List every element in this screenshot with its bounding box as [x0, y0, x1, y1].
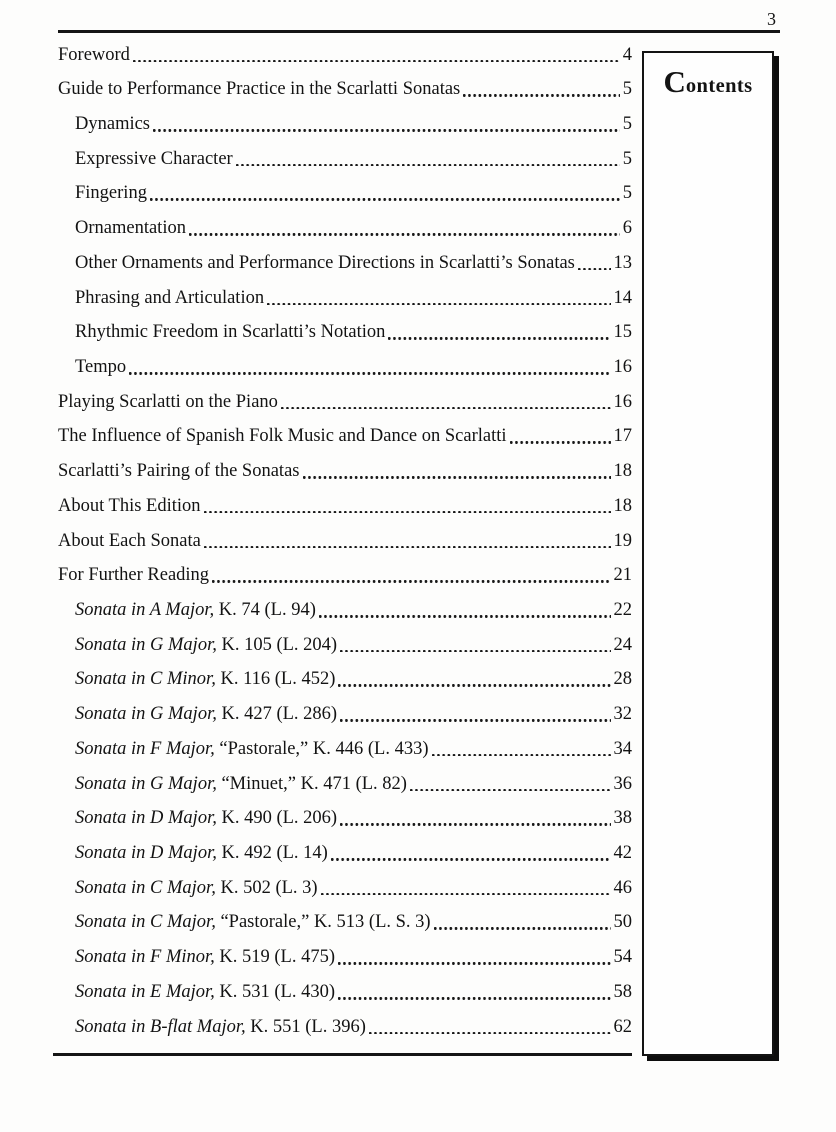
toc-page-number: 38 [613, 808, 632, 829]
toc-entry-title-roman: Scarlatti’s Pairing of the Sonatas [58, 461, 300, 482]
toc-page-number: 22 [613, 600, 632, 620]
toc-page-number: 14 [613, 287, 632, 308]
toc-entry-title-roman: K. 519 (L. 475) [214, 947, 336, 968]
contents-title-rest: ontents [685, 75, 753, 97]
toc-entry [58, 1017, 632, 1052]
toc-leader-dots [340, 823, 610, 826]
toc-entry-title-roman: K. 116 (L. 452) [215, 669, 336, 690]
toc-entry-title-roman: K. 490 (L. 206) [216, 808, 338, 829]
toc-entry-title-roman: K. 551 (L. 396) [245, 1016, 366, 1037]
top-rule [58, 30, 780, 33]
toc-page-number: 36 [613, 773, 632, 794]
toc-page-number: 21 [613, 565, 632, 586]
toc-leader-dots [267, 303, 610, 306]
toc-entry-title [58, 565, 209, 586]
toc-entry [58, 149, 632, 184]
toc-entry-title [75, 288, 264, 309]
toc-entry [58, 843, 632, 878]
toc-page-number: 54 [613, 947, 632, 968]
toc-leader-dots [388, 337, 610, 340]
toc-leader-dots [578, 268, 611, 271]
page-number: 3 [767, 9, 776, 29]
toc-page-number: 34 [613, 738, 632, 759]
toc-leader-dots [338, 962, 610, 965]
toc-entry-title-roman: Playing Scarlatti on the Piano [58, 391, 278, 412]
toc-entry-title-italic: Sonata in C Minor, [75, 669, 216, 690]
toc-page-number: 19 [613, 530, 632, 551]
toc-leader-dots [340, 719, 610, 722]
toc-entry [58, 461, 632, 496]
toc-entry-title [75, 635, 337, 656]
toc-entry-title-roman: Phrasing and Articulation [75, 287, 265, 308]
toc-leader-dots [338, 997, 610, 1000]
toc-entry-title-roman: “Pastorale,” K. 513 (L. S. 3) [215, 912, 431, 933]
toc-page-number: 28 [613, 669, 632, 690]
toc-leader-dots [189, 233, 620, 236]
toc-entry-title-roman: About Each Sonata [58, 530, 201, 551]
toc-leader-dots [510, 441, 611, 444]
toc-page-number: 16 [613, 356, 632, 377]
toc-page-number: 13 [613, 252, 632, 273]
toc-page-number: 6 [622, 218, 632, 239]
toc-entry [58, 322, 632, 357]
toc-page-number: 18 [613, 461, 632, 482]
toc-entry-title-roman: Tempo [75, 356, 127, 377]
toc-page-number: 5 [622, 183, 632, 204]
toc-leader-dots [212, 580, 610, 583]
toc-entry-title [75, 114, 150, 135]
toc-entry-title-italic: Sonata in A Major, [75, 600, 215, 620]
toc-entry [58, 45, 632, 80]
toc-page-number: 42 [613, 843, 632, 864]
toc-entry-title-italic: Sonata in C Major, [75, 912, 216, 933]
toc-entry-title [75, 704, 337, 725]
toc-entry-title-italic: Sonata in C Major, [75, 877, 216, 898]
toc-entry [58, 808, 632, 843]
toc-page-number: 5 [622, 148, 632, 169]
toc-entry-title [58, 426, 507, 447]
toc-entry-title-italic: Sonata in G Major, [75, 704, 217, 725]
toc-entry [58, 600, 632, 635]
toc-entry-title [75, 600, 316, 621]
toc-entry-title [58, 45, 130, 66]
toc-entry-title-roman: Foreword [58, 44, 130, 65]
toc-entry-title-italic: Sonata in D Major, [75, 808, 217, 829]
toc-entry [58, 288, 632, 323]
toc-entry-title-italic: Sonata in D Major, [75, 843, 217, 864]
toc-entry-title-roman: K. 531 (L. 430) [214, 981, 336, 1002]
toc-entry-title-roman: “Pastorale,” K. 446 (L. 433) [214, 738, 429, 759]
toc-entry-title [58, 461, 300, 482]
toc-entry-title [58, 496, 201, 517]
contents-title-initial: C [663, 64, 686, 99]
toc-entry-title [75, 669, 335, 690]
toc-entry-title [58, 531, 201, 552]
toc-page-number: 62 [613, 1016, 632, 1037]
toc-leader-dots [434, 927, 611, 930]
toc-entry-title-roman: The Influence of Spanish Folk Music and Dance on Scarlatti [58, 426, 507, 447]
toc-entry [58, 635, 632, 670]
toc-entry-title-roman: Other Ornaments and Performance Directions in Scarlatti’s Sonatas [75, 252, 575, 273]
toc-entry-title-italic: Sonata in E Major, [75, 981, 215, 1002]
toc-entry-title [75, 878, 318, 899]
toc-leader-dots [204, 546, 611, 549]
toc-page-number: 58 [613, 981, 632, 1002]
toc-page-number: 18 [613, 495, 632, 516]
toc-page-number: 46 [613, 877, 632, 898]
toc-entry-title-roman: Guide to Performance Practice in the Scarlatti Sonatas [58, 79, 461, 100]
toc-leader-dots [340, 650, 610, 653]
toc-leader-dots [303, 476, 611, 479]
toc-leader-dots [331, 858, 611, 861]
toc-entry-title-italic: Sonata in F Minor, [75, 947, 215, 968]
toc-entry-title-roman: For Further Reading [58, 565, 210, 586]
toc-entry [58, 565, 632, 600]
toc-entry-title-roman: Rhythmic Freedom in Scarlatti’s Notation [75, 322, 386, 343]
toc-leader-dots [338, 684, 610, 687]
toc-page-number: 16 [613, 391, 632, 412]
toc-leader-dots [150, 198, 620, 201]
toc-entry-title-roman: “Minuet,” K. 471 (L. 82) [216, 773, 407, 794]
toc-entry-title [75, 218, 186, 239]
toc-entry [58, 669, 632, 704]
toc-leader-dots [319, 615, 611, 618]
toc-entry-title-roman: K. 105 (L. 204) [216, 634, 338, 655]
toc-entry-title [75, 808, 337, 829]
toc-entry [58, 947, 632, 982]
toc-entry [58, 774, 632, 809]
toc-entry-title [75, 357, 126, 378]
toc-entry-title [75, 149, 233, 170]
toc-entry-title [75, 982, 335, 1003]
toc-page-number: 32 [613, 704, 632, 725]
toc-leader-dots [133, 60, 620, 63]
toc-leader-dots [281, 407, 611, 410]
toc-entry [58, 739, 632, 774]
toc-page-number: 50 [613, 912, 632, 933]
toc-page-number: 5 [622, 113, 632, 134]
toc-entry [58, 982, 632, 1017]
toc-entry-title [75, 1017, 366, 1038]
toc-entry-title [75, 253, 575, 274]
toc-leader-dots [369, 1032, 611, 1035]
toc-leader-dots [432, 754, 611, 757]
toc-entry-title-roman: K. 502 (L. 3) [215, 877, 318, 898]
contents-sidebar-box [642, 51, 774, 1056]
toc-page-number: 24 [613, 634, 632, 655]
toc-entry [58, 218, 632, 253]
toc-page-number: 5 [622, 79, 632, 100]
toc-entry [58, 183, 632, 218]
toc-entry-title [58, 392, 278, 413]
toc-entry-title-roman: Fingering [75, 183, 147, 204]
toc-entry [58, 912, 632, 947]
toc-page-number: 4 [622, 44, 632, 65]
toc-entry-title-roman: K. 492 (L. 14) [216, 843, 328, 864]
toc-list [58, 45, 632, 1052]
toc-entry-title-roman: About This Edition [58, 495, 201, 516]
toc-entry-title-roman: K. 74 (L. 94) [214, 600, 316, 620]
toc-entry-title [58, 79, 460, 100]
toc-page-number: 17 [613, 426, 632, 447]
bottom-rule [53, 1053, 632, 1056]
toc-entry-title-roman: K. 427 (L. 286) [216, 704, 338, 725]
toc-entry [58, 878, 632, 913]
toc-entry [58, 357, 632, 392]
toc-leader-dots [153, 129, 620, 132]
toc-entry-title [75, 322, 385, 343]
toc-entry-title-italic: Sonata in F Major, [75, 738, 215, 759]
toc-leader-dots [463, 94, 620, 97]
toc-entry [58, 253, 632, 288]
toc-entry-title-roman: Dynamics [75, 113, 151, 134]
toc-entry [58, 392, 632, 427]
toc-entry [58, 704, 632, 739]
toc-entry-title-roman: Expressive Character [75, 148, 233, 169]
toc-entry-title [75, 774, 407, 795]
toc-leader-dots [321, 893, 611, 896]
toc-entry [58, 426, 632, 461]
toc-entry-title-italic: Sonata in G Major, [75, 634, 217, 655]
toc-entry-title [75, 947, 335, 968]
toc-entry [58, 79, 632, 114]
toc-entry-title-italic: Sonata in G Major, [75, 773, 217, 794]
toc-entry [58, 496, 632, 531]
toc-leader-dots [129, 372, 610, 375]
toc-entry [58, 114, 632, 149]
toc-page-number: 15 [613, 322, 632, 343]
toc-entry-title [75, 183, 147, 204]
toc-entry [58, 531, 632, 566]
toc-entry-title-roman: Ornamentation [75, 218, 186, 239]
toc-entry-title [75, 912, 431, 933]
toc-entry-title [75, 843, 328, 864]
toc-entry-title [75, 739, 429, 760]
toc-entry-title-italic: Sonata in B-flat Major, [75, 1016, 246, 1037]
toc-leader-dots [236, 164, 620, 167]
contents-title [644, 64, 772, 100]
toc-leader-dots [410, 789, 611, 792]
toc-leader-dots [204, 511, 611, 514]
